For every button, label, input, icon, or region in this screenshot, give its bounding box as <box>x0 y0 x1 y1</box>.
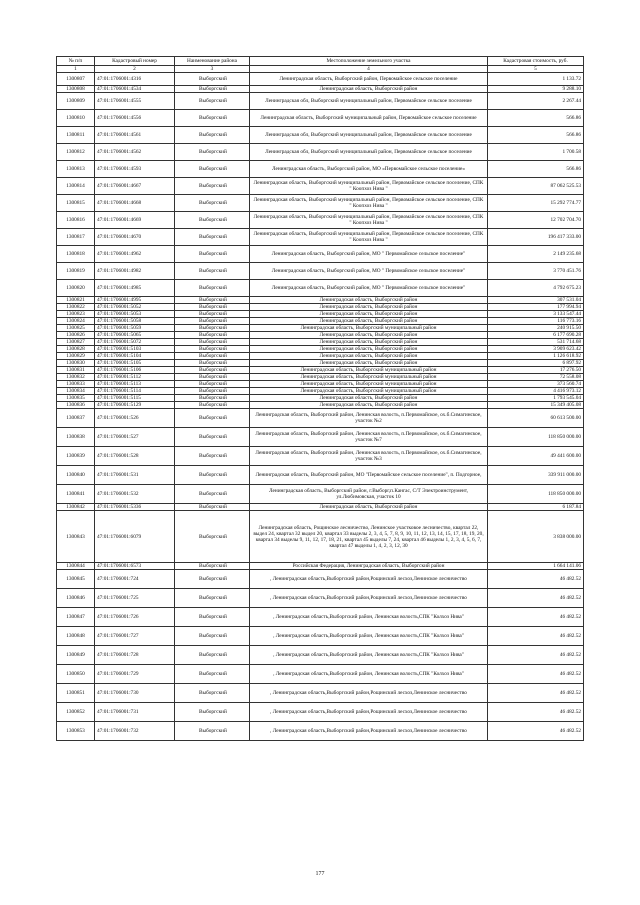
table-row <box>57 353 584 360</box>
row-number-cell: 1300817 <box>57 229 95 246</box>
cadastral-number-cell: 47:01:1706001:4556 <box>95 110 175 127</box>
district-name-cell: Выборгский <box>175 212 250 229</box>
district-name-cell: Выборгский <box>175 86 250 93</box>
cadastral-number-cell: 47:01:1706001:728 <box>95 646 175 665</box>
cadastral-value-cell: 3 770 451.76 <box>488 263 584 280</box>
row-number-cell: 1300826 <box>57 332 95 339</box>
cadastral-value-cell: 46 482.52 <box>488 722 584 741</box>
cadastral-number-cell: 47:01:1706001:732 <box>95 722 175 741</box>
cadastral-number-cell: 47:01:1706001:5336 <box>95 504 175 511</box>
row-number-cell: 1300840 <box>57 466 95 485</box>
location-cell: Ленинградская область, Выборгский район <box>250 304 488 311</box>
table-row <box>57 627 584 646</box>
cadastral-value-cell: 46 482.52 <box>488 684 584 703</box>
table-row <box>57 511 584 563</box>
table-row <box>57 304 584 311</box>
cadastral-number-cell: 47:01:1706001:4534 <box>95 86 175 93</box>
cadastral-value-cell: 118 850 000.00 <box>488 485 584 504</box>
cadastral-number-cell: 47:01:1706001:5115 <box>95 395 175 402</box>
table-row <box>57 563 584 570</box>
row-number-cell: 1300815 <box>57 195 95 212</box>
header-cadastral-number: Кадастровый номер <box>95 57 175 66</box>
row-number-cell: 1300852 <box>57 703 95 722</box>
cadastral-number-cell: 47:01:1706001:4562 <box>95 144 175 161</box>
location-cell: , Ленинградская область,Выборгский район,Рощинский лесхоз,Ленинское лесничество <box>250 684 488 703</box>
cadastral-value-cell: 60 613 500.00 <box>488 409 584 428</box>
table-row <box>57 178 584 195</box>
cadastral-value-cell: 9 288.10 <box>488 86 584 93</box>
cadastral-value-cell: 15 349 405.08 <box>488 402 584 409</box>
column-number: 3 <box>175 66 250 73</box>
district-name-cell: Выборгский <box>175 374 250 381</box>
table-row <box>57 466 584 485</box>
row-number-cell: 1300832 <box>57 374 95 381</box>
table-row <box>57 504 584 511</box>
district-name-cell: Выборгский <box>175 332 250 339</box>
table-row <box>57 212 584 229</box>
district-name-cell: Выборгский <box>175 646 250 665</box>
location-cell: Ленинградская область, Выборгский район, МО " Первомайское сельское поселение" <box>250 263 488 280</box>
location-cell: Ленинградская область, Выборгский муниципальный район, Первомайское сельское поселение, СПК " Коопхоз Нива " <box>250 178 488 195</box>
cadastral-value-cell: 17 276.50 <box>488 367 584 374</box>
location-cell: Ленинградская область, Выборгский район <box>250 504 488 511</box>
location-cell: Ленинградская область, Выборгский район, Первомайское сельское поселение <box>250 73 488 86</box>
table-row <box>57 161 584 178</box>
district-name-cell: Выборгский <box>175 297 250 304</box>
location-cell: Ленинградская область, Выборгский район <box>250 297 488 304</box>
table-row <box>57 589 584 608</box>
table-row <box>57 703 584 722</box>
row-number-cell: 1300846 <box>57 589 95 608</box>
row-number-cell: 1300828 <box>57 346 95 353</box>
location-cell: , Ленинградская область,Выборгский район,Рощинский лесхоз,Ленинское лесничество <box>250 722 488 741</box>
cadastral-value-cell: 339 911 000.00 <box>488 466 584 485</box>
district-name-cell: Выборгский <box>175 570 250 589</box>
location-cell: Ленинградская область, Выборгский муниципальный район <box>250 381 488 388</box>
cadastral-number-cell: 47:01:1706001:724 <box>95 570 175 589</box>
cadastral-value-cell: 177 994.94 <box>488 304 584 311</box>
cadastral-value-cell: 566.86 <box>488 110 584 127</box>
cadastral-value-cell: 72 558.08 <box>488 374 584 381</box>
cadastral-number-cell: 47:01:1706001:5072 <box>95 339 175 346</box>
cadastral-number-cell: 47:01:1706001:4555 <box>95 93 175 110</box>
row-number-cell: 1300820 <box>57 280 95 297</box>
location-cell: Ленинградская область, Выборгский район <box>250 86 488 93</box>
row-number-cell: 1300830 <box>57 360 95 367</box>
cadastral-number-cell: 47:01:1706001:4995 <box>95 297 175 304</box>
table-row <box>57 339 584 346</box>
cadastral-number-cell: 47:01:1706001:4593 <box>95 161 175 178</box>
row-number-cell: 1300848 <box>57 627 95 646</box>
cadastral-value-cell: 49 441 600.00 <box>488 447 584 466</box>
cadastral-number-cell: 47:01:1706001:5114 <box>95 388 175 395</box>
table-row <box>57 280 584 297</box>
cadastral-number-cell: 47:01:1706001:4316 <box>95 73 175 86</box>
location-cell: Ленинградская область, Выборгский район <box>250 332 488 339</box>
location-cell: Ленинградская обл, Выборгский муниципальный район, Первомайское сельское поселение <box>250 93 488 110</box>
table-row <box>57 229 584 246</box>
cadastral-value-cell: 307 531.04 <box>488 297 584 304</box>
table-row <box>57 311 584 318</box>
table-row <box>57 325 584 332</box>
cadastral-number-cell: 47:01:1706001:731 <box>95 703 175 722</box>
cadastral-value-cell: 6 177 690.28 <box>488 332 584 339</box>
cadastral-number-cell: 47:01:1706001:5106 <box>95 367 175 374</box>
cadastral-value-cell: 3 133 547.44 <box>488 311 584 318</box>
district-name-cell: Выборгский <box>175 229 250 246</box>
district-name-cell: Выборгский <box>175 110 250 127</box>
cadastral-number-cell: 47:01:1706001:528 <box>95 447 175 466</box>
cadastral-number-cell: 47:01:1706001:5059 <box>95 325 175 332</box>
district-name-cell: Выборгский <box>175 608 250 627</box>
cadastral-value-cell: 1 126 618.92 <box>488 353 584 360</box>
location-cell: Ленинградская область, Выборгский муниципальный район <box>250 325 488 332</box>
cadastral-number-cell: 47:01:1706001:4669 <box>95 212 175 229</box>
cadastral-number-cell: 47:01:1706001:4670 <box>95 229 175 246</box>
header-cadastral-value: Кадастровая стоимость, руб. <box>488 57 584 66</box>
cadastral-number-cell: 47:01:1706001:526 <box>95 409 175 428</box>
table-row <box>57 447 584 466</box>
cadastral-value-cell: 566.86 <box>488 127 584 144</box>
row-number-cell: 1300836 <box>57 402 95 409</box>
header-row-number: № п/п <box>57 57 95 66</box>
cadastral-number-cell: 47:01:1706001:5053 <box>95 311 175 318</box>
row-number-cell: 1300853 <box>57 722 95 741</box>
location-cell: Ленинградская область, Выборгский муниципальный район <box>250 367 488 374</box>
row-number-cell: 1300825 <box>57 325 95 332</box>
cadastral-number-cell: 47:01:1706001:5065 <box>95 332 175 339</box>
district-name-cell: Выборгский <box>175 703 250 722</box>
table-row <box>57 318 584 325</box>
cadastral-number-cell: 47:01:1706001:532 <box>95 485 175 504</box>
row-number-cell: 1300849 <box>57 646 95 665</box>
district-name-cell: Выборгский <box>175 339 250 346</box>
table-body <box>57 73 584 741</box>
district-name-cell: Выборгский <box>175 684 250 703</box>
row-number-cell: 1300835 <box>57 395 95 402</box>
row-number-cell: 1300837 <box>57 409 95 428</box>
district-name-cell: Выборгский <box>175 318 250 325</box>
district-name-cell: Выборгский <box>175 447 250 466</box>
district-name-cell: Выборгский <box>175 388 250 395</box>
row-number-cell: 1300814 <box>57 178 95 195</box>
location-cell: Ленинградская область, Выборгский район, МО " Первомайское сельское поселение" <box>250 280 488 297</box>
row-number-cell: 1300838 <box>57 428 95 447</box>
cadastral-number-cell: 47:01:1706001:5105 <box>95 360 175 367</box>
location-cell: Ленинградская область, Выборгский район <box>250 339 488 346</box>
cadastral-number-cell: 47:01:1706001:4668 <box>95 195 175 212</box>
location-cell: Ленинградская область, Выборгский район <box>250 402 488 409</box>
row-number-cell: 1300808 <box>57 86 95 93</box>
location-cell: , Ленинградская область,Выборгский район, Ленинская волость,СПК "Колхоз Нива" <box>250 646 488 665</box>
cadastral-number-cell: 47:01:1706001:6573 <box>95 563 175 570</box>
location-cell: Ленинградская область, Выборгский район, Ленинская волость, п.Первомайское, ох.б.Симагинское, участок №3 <box>250 447 488 466</box>
header-district-name: Наименование района <box>175 57 250 66</box>
cadastral-value-cell: 118 850 000.00 <box>488 428 584 447</box>
cadastral-value-cell: 3 909 623.42 <box>488 346 584 353</box>
district-name-cell: Выборгский <box>175 367 250 374</box>
cadastral-table-container <box>56 56 583 741</box>
district-name-cell: Выборгский <box>175 311 250 318</box>
cadastral-value-cell: 4 792 675.23 <box>488 280 584 297</box>
cadastral-number-cell: 47:01:1706001:5104 <box>95 353 175 360</box>
row-number-cell: 1300812 <box>57 144 95 161</box>
district-name-cell: Выборгский <box>175 144 250 161</box>
location-cell: Ленинградская область, Выборгский район <box>250 346 488 353</box>
location-cell: Ленинградская область, Выборгский муниципальный район, Первомайское сельское поселение, СПК " Коопхоз Нива " <box>250 195 488 212</box>
location-cell: Ленинградская область, Выборгский район, МО " Первомайское сельское поселение" <box>250 246 488 263</box>
location-cell: , Ленинградская область,Выборгский район,Рощинский лесхоз,Ленинское лесничество <box>250 703 488 722</box>
row-number-cell: 1300843 <box>57 511 95 563</box>
cadastral-number-cell: 47:01:1706001:5129 <box>95 402 175 409</box>
table-row <box>57 246 584 263</box>
location-cell: , Ленинградская область,Выборгский район, Ленинская волость,СПК "Колхоз Нива" <box>250 627 488 646</box>
cadastral-value-cell: 1 700.58 <box>488 144 584 161</box>
location-cell: Ленинградская область, Выборгский муниципальный район, Первомайское сельское поселение <box>250 110 488 127</box>
cadastral-number-cell: 47:01:1706001:725 <box>95 589 175 608</box>
cadastral-value-cell: 46 482.52 <box>488 703 584 722</box>
cadastral-value-cell: 6 897.92 <box>488 360 584 367</box>
district-name-cell: Выборгский <box>175 395 250 402</box>
cadastral-value-cell: 46 482.52 <box>488 608 584 627</box>
cadastral-number-cell: 47:01:1706001:4962 <box>95 246 175 263</box>
cadastral-number-cell: 47:01:1706001:527 <box>95 428 175 447</box>
table-row <box>57 346 584 353</box>
table-row <box>57 646 584 665</box>
district-name-cell: Выборгский <box>175 627 250 646</box>
cadastral-number-cell: 47:01:1706001:5058 <box>95 318 175 325</box>
row-number-cell: 1300824 <box>57 318 95 325</box>
location-cell: Ленинградская область, Выборгский муниципальный район <box>250 374 488 381</box>
cadastral-value-cell: 196 417 333.00 <box>488 229 584 246</box>
table-row <box>57 195 584 212</box>
location-cell: Ленинградская область, Выборгский район, МО "Первомайское сельское поселение", п. Подгорное, <box>250 466 488 485</box>
district-name-cell: Выборгский <box>175 161 250 178</box>
location-cell: Ленинградская область, Выборгский район, МО «Первомайское сельское поселение» <box>250 161 488 178</box>
table-row <box>57 409 584 428</box>
district-name-cell: Выборгский <box>175 325 250 332</box>
cadastral-number-cell: 47:01:1706001:4982 <box>95 263 175 280</box>
location-cell: , Ленинградская область,Выборгский район,Рощинский лесхоз,Ленинское лесничество <box>250 589 488 608</box>
row-number-cell: 1300813 <box>57 161 95 178</box>
row-number-cell: 1300821 <box>57 297 95 304</box>
row-number-cell: 1300831 <box>57 367 95 374</box>
cadastral-value-table <box>56 56 584 741</box>
district-name-cell: Выборгский <box>175 589 250 608</box>
table-row <box>57 485 584 504</box>
cadastral-value-cell: 116 773.16 <box>488 318 584 325</box>
cadastral-number-cell: 47:01:1706001:531 <box>95 466 175 485</box>
row-number-cell: 1300834 <box>57 388 95 395</box>
district-name-cell: Выборгский <box>175 304 250 311</box>
cadastral-value-cell: 240 915.50 <box>488 325 584 332</box>
district-name-cell: Выборгский <box>175 485 250 504</box>
district-name-cell: Выборгский <box>175 195 250 212</box>
cadastral-number-cell: 47:01:1706001:4985 <box>95 280 175 297</box>
location-cell: , Ленинградская область,Выборгский район, Ленинская волость,СПК "Колхоз Нива" <box>250 608 488 627</box>
row-number-cell: 1300807 <box>57 73 95 86</box>
row-number-cell: 1300809 <box>57 93 95 110</box>
table-header-row <box>57 57 584 66</box>
cadastral-value-cell: 6 187.84 <box>488 504 584 511</box>
table-row <box>57 332 584 339</box>
location-cell: Ленинградская область, Выборгский район, г.Выборг,п.Кангас, С/Т Электроинструмент, ул.Любимовская, участок 10 <box>250 485 488 504</box>
location-cell: Ленинградская область, Выборгский район, Ленинская волость, п.Первомайское, ох.б.Симагинское, участок №2 <box>250 409 488 428</box>
row-number-cell: 1300844 <box>57 563 95 570</box>
table-row <box>57 381 584 388</box>
table-row <box>57 86 584 93</box>
cadastral-value-cell: 2 149 235.68 <box>488 246 584 263</box>
cadastral-number-cell: 47:01:1706001:5103 <box>95 346 175 353</box>
row-number-cell: 1300839 <box>57 447 95 466</box>
location-cell: Ленинградская область, Выборгский район <box>250 311 488 318</box>
cadastral-value-cell: 531 714.68 <box>488 339 584 346</box>
location-cell: Ленинградская обл, Выборгский муниципальный район, Первомайское сельское поселение <box>250 144 488 161</box>
district-name-cell: Выборгский <box>175 722 250 741</box>
table-row <box>57 360 584 367</box>
row-number-cell: 1300827 <box>57 339 95 346</box>
location-cell: Ленинградская область, Выборгский район, Ленинская волость, п.Первомайское, ох.б.Симагинское, участок №7 <box>250 428 488 447</box>
table-row <box>57 684 584 703</box>
table-row <box>57 127 584 144</box>
row-number-cell: 1300850 <box>57 665 95 684</box>
row-number-cell: 1300829 <box>57 353 95 360</box>
table-row <box>57 570 584 589</box>
row-number-cell: 1300811 <box>57 127 95 144</box>
row-number-cell: 1300819 <box>57 263 95 280</box>
district-name-cell: Выборгский <box>175 246 250 263</box>
cadastral-value-cell: 2 267.44 <box>488 93 584 110</box>
district-name-cell: Выборгский <box>175 93 250 110</box>
row-number-cell: 1300810 <box>57 110 95 127</box>
table-row <box>57 722 584 741</box>
cadastral-value-cell: 12 702 704.70 <box>488 212 584 229</box>
district-name-cell: Выборгский <box>175 263 250 280</box>
district-name-cell: Выборгский <box>175 665 250 684</box>
location-cell: Ленинградская область, Выборгский район <box>250 395 488 402</box>
cadastral-value-cell: 46 482.52 <box>488 589 584 608</box>
location-cell: Ленинградская область, Выборгский район <box>250 318 488 325</box>
location-cell: Ленинградская область, Выборгский район <box>250 353 488 360</box>
table-row <box>57 144 584 161</box>
row-number-cell: 1300851 <box>57 684 95 703</box>
row-number-cell: 1300847 <box>57 608 95 627</box>
cadastral-value-cell: 373 560.74 <box>488 381 584 388</box>
district-name-cell: Выборгский <box>175 402 250 409</box>
table-row <box>57 73 584 86</box>
cadastral-number-cell: 47:01:1706001:5113 <box>95 381 175 388</box>
cadastral-number-cell: 47:01:1706001:4667 <box>95 178 175 195</box>
column-number: 4 <box>250 66 488 73</box>
page-number: 177 <box>315 871 325 877</box>
row-number-cell: 1300841 <box>57 485 95 504</box>
table-row <box>57 367 584 374</box>
row-number-cell: 1300842 <box>57 504 95 511</box>
column-number: 1 <box>57 66 95 73</box>
district-name-cell: Выборгский <box>175 428 250 447</box>
district-name-cell: Выборгский <box>175 73 250 86</box>
district-name-cell: Выборгский <box>175 466 250 485</box>
table-row <box>57 395 584 402</box>
row-number-cell: 1300845 <box>57 570 95 589</box>
cadastral-value-cell: 87 062 525.53 <box>488 178 584 195</box>
row-number-cell: 1300833 <box>57 381 95 388</box>
cadastral-value-cell: 1 664 141.06 <box>488 563 584 570</box>
column-number-row <box>57 66 584 73</box>
cadastral-value-cell: 15 292 774.77 <box>488 195 584 212</box>
cadastral-value-cell: 1 133.72 <box>488 73 584 86</box>
location-cell: Ленинградская обл, Выборгский муниципальный район, Первомайское сельское поселение <box>250 127 488 144</box>
cadastral-number-cell: 47:01:1706001:4561 <box>95 127 175 144</box>
cadastral-value-cell: 46 482.52 <box>488 627 584 646</box>
location-cell: Российская Федерация, Ленинградская область, Выборгский район <box>250 563 488 570</box>
row-number-cell: 1300823 <box>57 311 95 318</box>
cadastral-number-cell: 47:01:1706001:6079 <box>95 511 175 563</box>
cadastral-value-cell: 46 482.52 <box>488 570 584 589</box>
column-number: 5 <box>488 66 584 73</box>
location-cell: Ленинградская область, Рощинское лесничество, Ленинское участковое лесничество, квартал 22, выдел 24, квартал 32 выдел 20, квартал 33 выделы 2, 3, 4, 5, 7, 8, 9, 10, 11, 12, 13, 14, 15, 17, 18, 19, 20, квартал 34 выделы 9, 11, 12, 17, 18, 21, квартал 45 выделы 7, 24, квартал 46 выделы 1, 2, 3, 4, 5, 6, 7, квартал 47 выделы 1, 4, 2, 3, 12, 30 <box>250 511 488 563</box>
district-name-cell: Выборгский <box>175 346 250 353</box>
table-row <box>57 374 584 381</box>
table-row <box>57 388 584 395</box>
cadastral-number-cell: 47:01:1706001:727 <box>95 627 175 646</box>
district-name-cell: Выборгский <box>175 353 250 360</box>
district-name-cell: Выборгский <box>175 280 250 297</box>
header-location: Местоположение земельного участка <box>250 57 488 66</box>
location-cell: Ленинградская область, Выборгский район <box>250 360 488 367</box>
location-cell: Ленинградская область, Выборгский муниципальный район <box>250 388 488 395</box>
table-row <box>57 428 584 447</box>
row-number-cell: 1300818 <box>57 246 95 263</box>
table-row <box>57 110 584 127</box>
cadastral-value-cell: 46 482.52 <box>488 665 584 684</box>
table-row <box>57 665 584 684</box>
cadastral-number-cell: 47:01:1706001:730 <box>95 684 175 703</box>
cadastral-number-cell: 47:01:1706001:729 <box>95 665 175 684</box>
location-cell: Ленинградская область, Выборгский муниципальный район, Первомайское сельское поселение, СПК " Коопхоз Нива " <box>250 229 488 246</box>
table-row <box>57 608 584 627</box>
district-name-cell: Выборгский <box>175 409 250 428</box>
cadastral-value-cell: 3 838 000.00 <box>488 511 584 563</box>
cadastral-number-cell: 47:01:1706001:5052 <box>95 304 175 311</box>
location-cell: , Ленинградская область,Выборгский район, Ленинская волость,СПК "Колхоз Нива" <box>250 665 488 684</box>
district-name-cell: Выборгский <box>175 381 250 388</box>
district-name-cell: Выборгский <box>175 127 250 144</box>
cadastral-value-cell: 4 416 973.12 <box>488 388 584 395</box>
table-row <box>57 93 584 110</box>
table-row <box>57 402 584 409</box>
cadastral-value-cell: 46 482.52 <box>488 646 584 665</box>
district-name-cell: Выборгский <box>175 563 250 570</box>
district-name-cell: Выборгский <box>175 360 250 367</box>
cadastral-value-cell: 1 793 545.04 <box>488 395 584 402</box>
district-name-cell: Выборгский <box>175 178 250 195</box>
cadastral-number-cell: 47:01:1706001:726 <box>95 608 175 627</box>
location-cell: , Ленинградская область,Выборгский район,Рощинский лесхоз,Ленинское лесничество <box>250 570 488 589</box>
row-number-cell: 1300816 <box>57 212 95 229</box>
row-number-cell: 1300822 <box>57 304 95 311</box>
district-name-cell: Выборгский <box>175 511 250 563</box>
cadastral-value-cell: 566.86 <box>488 161 584 178</box>
district-name-cell: Выборгский <box>175 504 250 511</box>
table-row <box>57 263 584 280</box>
table-row <box>57 297 584 304</box>
cadastral-number-cell: 47:01:1706001:5112 <box>95 374 175 381</box>
location-cell: Ленинградская область, Выборгский муниципальный район, Первомайское сельское поселение, СПК " Коопхоз Нива " <box>250 212 488 229</box>
column-number: 2 <box>95 66 175 73</box>
